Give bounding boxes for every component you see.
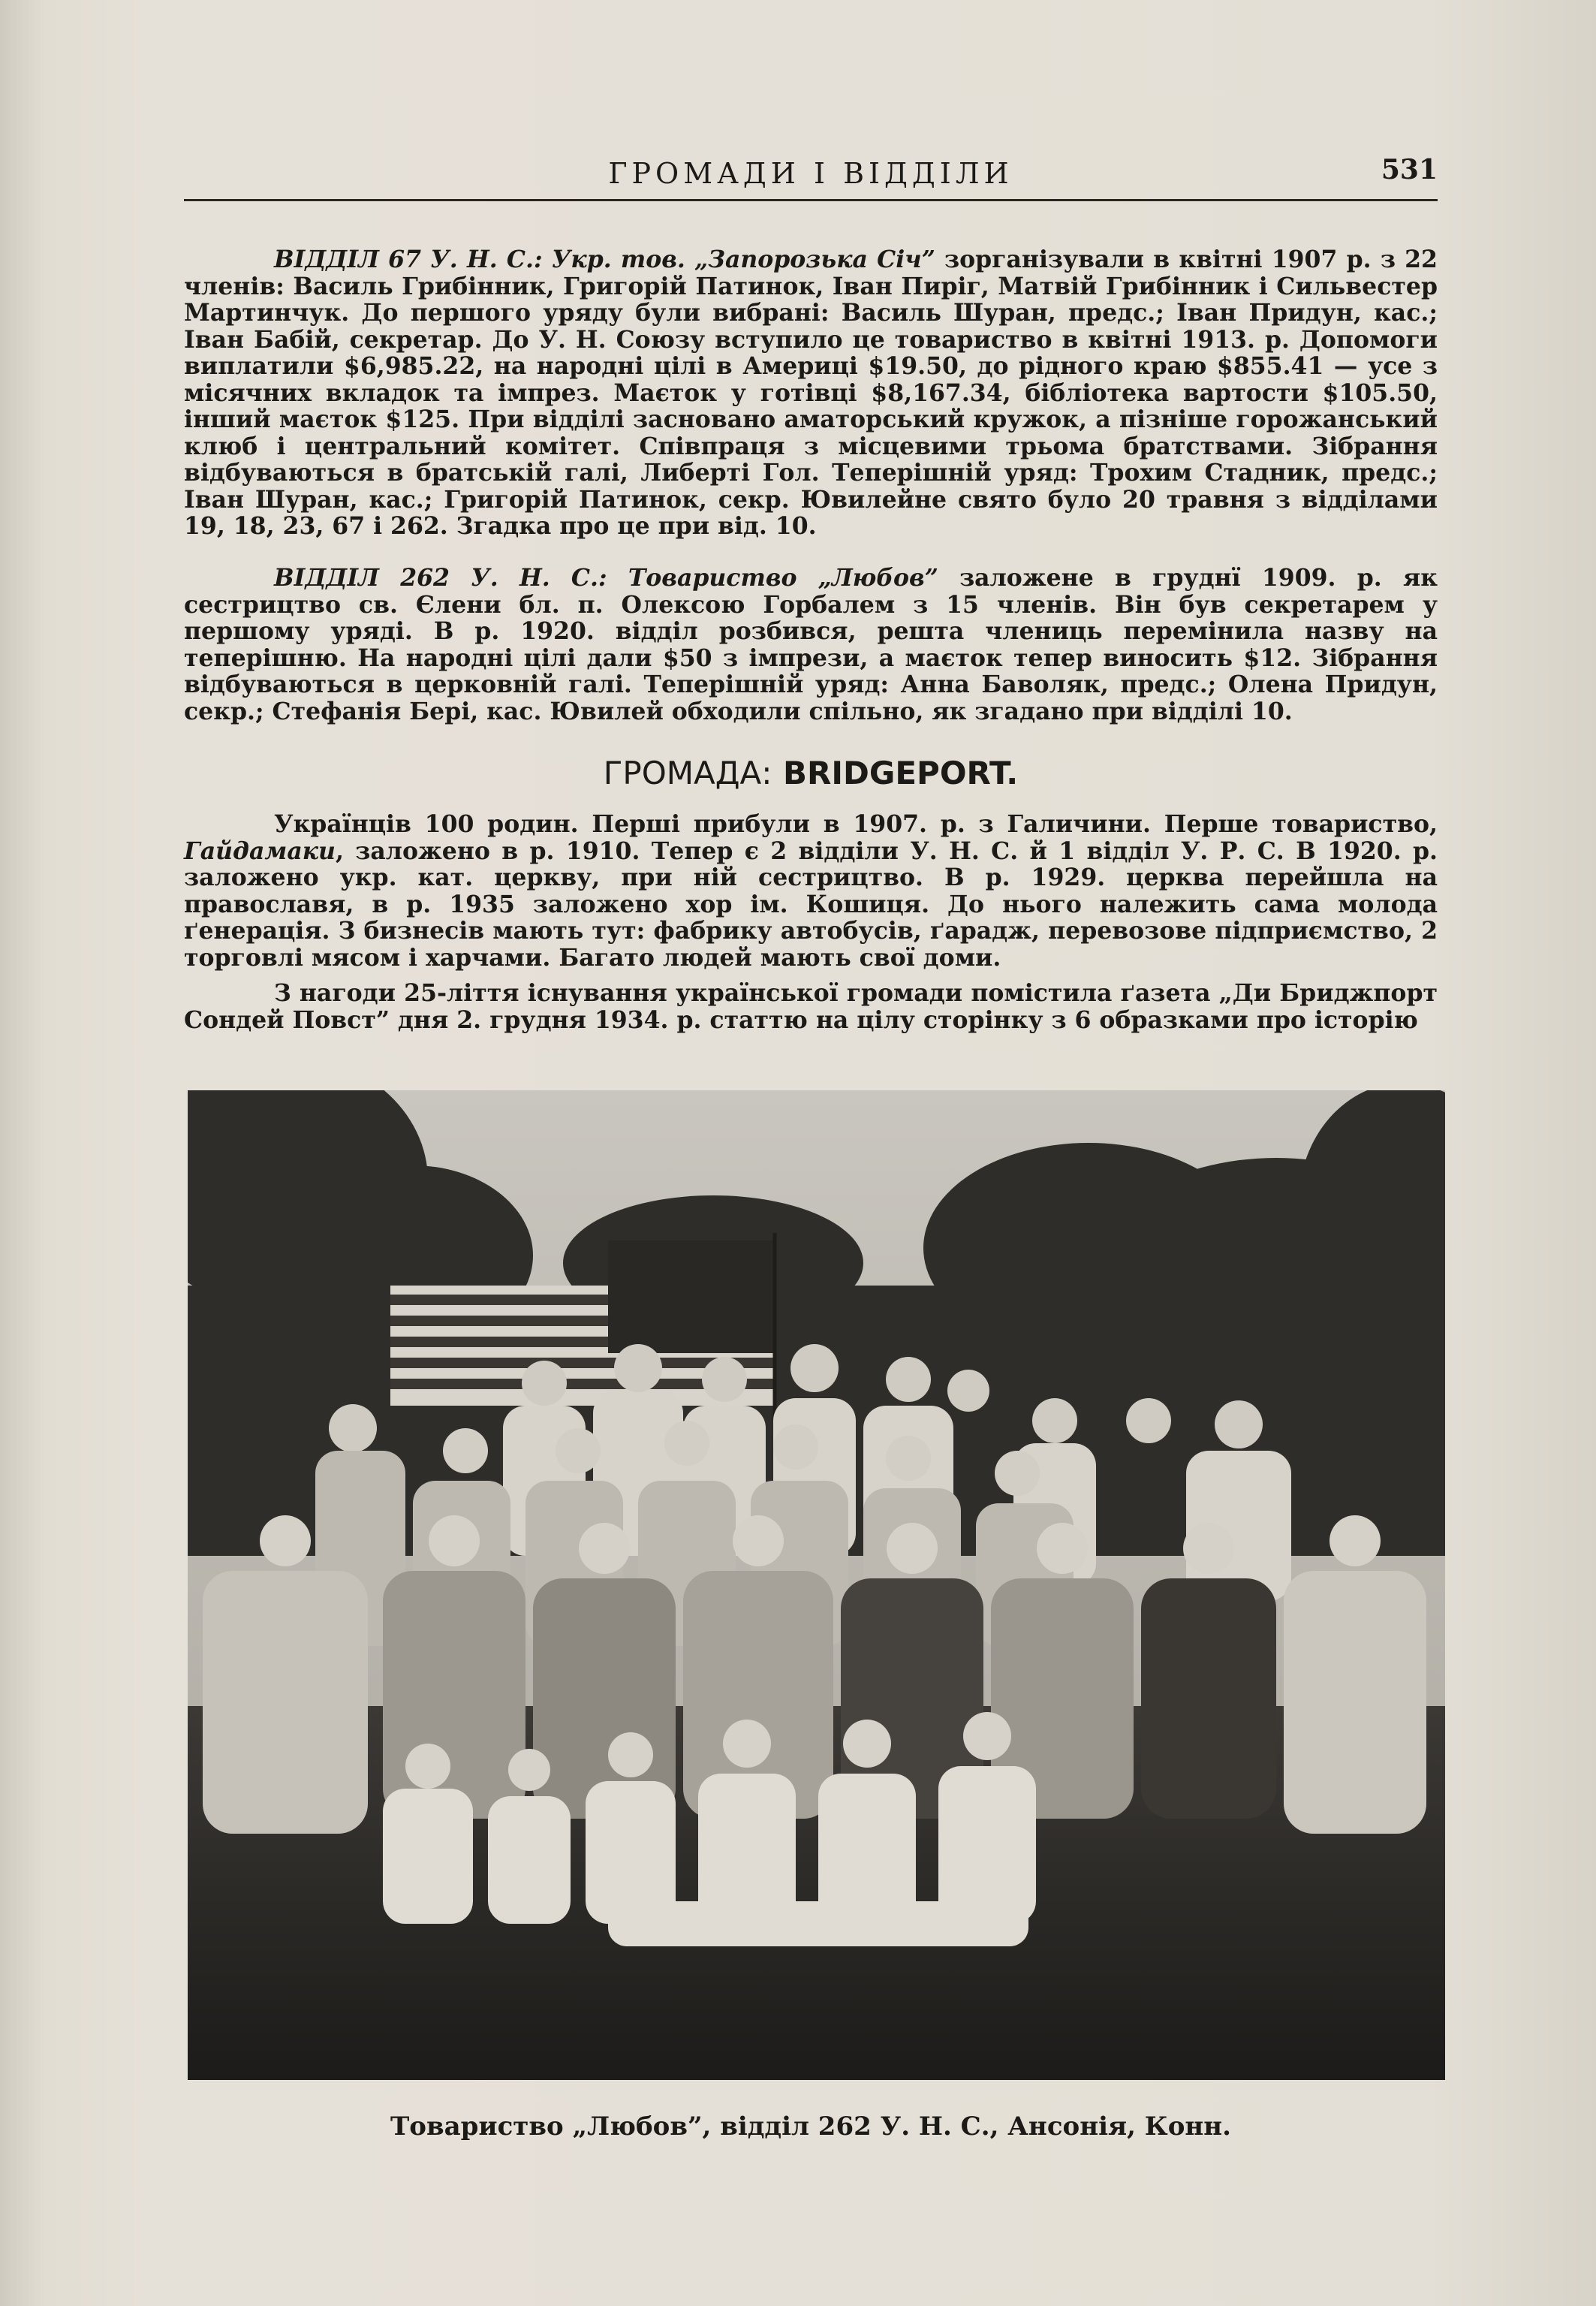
running-title: ГРОМАДИ І ВІДДІЛИ bbox=[608, 157, 1013, 190]
branch-262-paragraph bbox=[184, 565, 1438, 725]
community-text-after: , заложено в р. 1910. Тепер є 2 відділи У. Н. С. й 1 відділ У. Р. С. В 1920. р. заложено укр. кат. церкву, при ній сестрицтво. В р. 1929. церква перейшла на православя, в р. 1935 заложено хор ім. Кошиця. До нього належить сама молода ґенерація. З бизнесів мають тут: фабрику автобусів, ґарадж, перевозове підприємство, 2 торговлі мясом і харчами. Багато людей мають свої доми. bbox=[184, 836, 1438, 972]
community-text-italic: Гайдамаки bbox=[184, 836, 336, 865]
branch-262-body: заложене в груднї 1909. р. як сестрицтво св. Єлени бл. п. Олексою Горбалем з 15 членів. Він був секретарем у першому уряді. В р. 1920. відділ розбився, решта члениць перемінила назву на теперішню. На народні цілі дали $50 з імпрези, а маєток тепер виносить $12. Зібрання відбуваються в церковній галі. Теперішній уряд: Анна Баволяк, предс.; Олена Придун, секр.; Стефанія Бері, кас. Ювилей обходили спільно, як згадано при відділі 10. bbox=[184, 564, 1438, 725]
branch-67-lead: ВІДДІЛ 67 У. Н. С.: Укр. тов. „Запорозька Січ” bbox=[274, 246, 935, 273]
anniversary-paragraph bbox=[184, 980, 1438, 1033]
branch-67-body: зорганізували в квітні 1907 р. з 22 членів: Василь Грибінник, Григорій Патинок, Іван Пиріг, Матвій Грибінник і Сильвестер Мартинчук. До першого уряду були вибрані: Василь Шуран, предс.; Іван Придун, кас.; Іван Бабій, секретар. До У. Н. Союзу вступило це товариство в квітні 1913. р. Допомоги виплатили $6,985.22, на народні цілі в Америці $19.50, до рідного краю $855.41 — усе з місячних вкладок та імпрез. Маєток у готівці $8,167.34, бібліотека вартости $105.50, інший маєток $125. При відділі засновано аматорський кружок, а пізніше горожанський клюб і центральний комітет. Співпраця з місцевими трьома братствами. Зібрання відбуваються в братській галі, Либерті Гол. Теперішній уряд: Трохим Стадник, предс.; Іван Шуран, кас.; Григорій Патинок, секр. Ювилейне свято було 20 травня з відділами 19, 18, 23, 67 і 262. Згадка про це при від. 10. bbox=[184, 246, 1438, 540]
section-heading-name: BRIDGEPORT. bbox=[783, 755, 1019, 791]
section-heading bbox=[184, 755, 1438, 791]
community-paragraph bbox=[184, 811, 1438, 971]
group-photo-image bbox=[188, 1090, 1445, 2080]
branch-67-paragraph bbox=[184, 246, 1438, 540]
group-photo bbox=[188, 1090, 1445, 2080]
photo-caption: Товариство „Любов”, відділ 262 У. Н. С., Ансонія, Конн. bbox=[390, 2112, 1232, 2142]
running-head bbox=[184, 154, 1438, 201]
page-number: 531 bbox=[1381, 154, 1438, 185]
branch-262-lead: ВІДДІЛ 262 У. Н. С.: Товариство „Любов” bbox=[274, 564, 938, 592]
community-text-before: Українців 100 родин. Перші прибули в 1907. р. з Галичини. Перше товариство, bbox=[274, 810, 1438, 838]
section-heading-label: ГРОМАДА: bbox=[603, 755, 772, 791]
anniversary-text: З нагоди 25-ліття існування української громади помістила ґазета „Ди Бриджпорт Сондей Повст” дня 2. грудня 1934. р. статтю на цілу сторінку з 6 образками про історію bbox=[184, 979, 1438, 1034]
